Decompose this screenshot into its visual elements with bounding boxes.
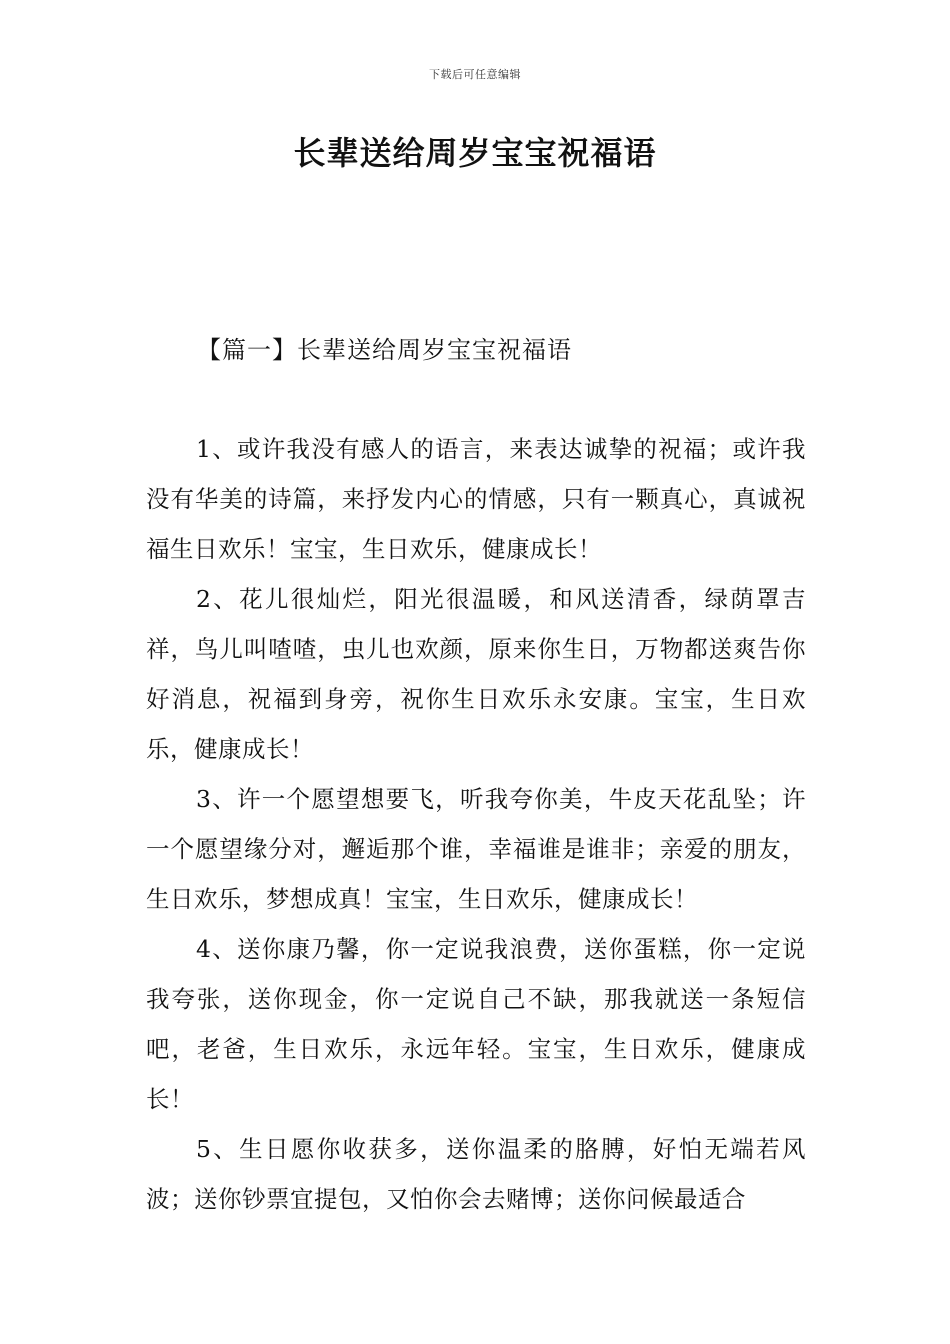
document-title: 长辈送给周岁宝宝祝福语 [293,134,657,172]
header-note: 下载后可任意编辑 [429,68,521,81]
document-body [146,424,806,1224]
paragraph-4: 4、送你康乃馨，你一定说我浪费，送你蛋糕，你一定说我夸张，送你现金，你一定说自己不缺，那我就送一条短信吧，老爸，生日欢乐，永远年轻。宝宝，生日欢乐，健康成长！ [146,935,806,1113]
paragraph-5: 5、生日愿你收获多，送你温柔的胳膊，好怕无端若风波；送你钞票宜提包，又怕你会去赌博；送你问候最适合 [146,1135,806,1213]
paragraph-2: 2、花儿很灿烂，阳光很温暖，和风送清香，绿荫罩吉祥，鸟儿叫喳喳，虫儿也欢颜，原来你生日，万物都送爽告你好消息，祝福到身旁，祝你生日欢乐永安康。宝宝，生日欢乐，健康成长！ [146,585,806,763]
paragraph-1: 1、或许我没有感人的语言，来表达诚挚的祝福；或许我没有华美的诗篇，来抒发内心的情感，只有一颗真心，真诚祝福生日欢乐！宝宝，生日欢乐，健康成长！ [146,435,806,563]
paragraph-3: 3、许一个愿望想要飞，听我夸你美，牛皮天花乱坠；许一个愿望缘分对，邂逅那个谁，幸福谁是谁非；亲爱的朋友，生日欢乐，梦想成真！宝宝，生日欢乐，健康成长！ [146,785,806,913]
section-heading: 【篇一】长辈送给周岁宝宝祝福语 [197,336,572,364]
